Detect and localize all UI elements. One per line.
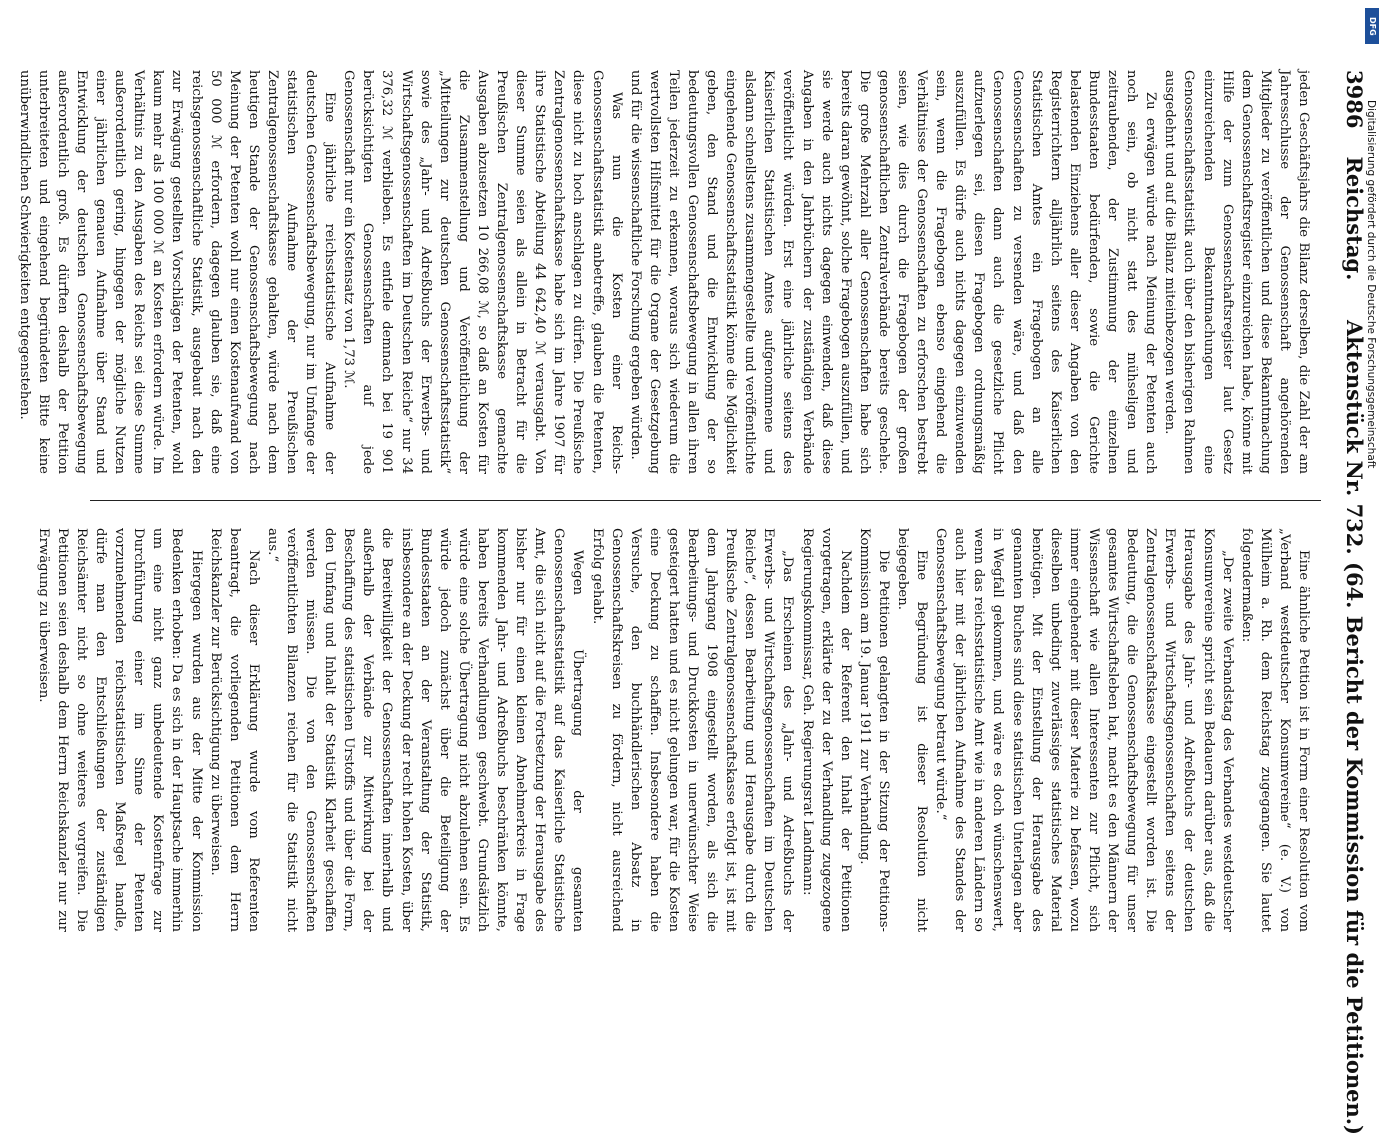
- quoted-resolution: „Der zweite Verbandstag des Verbandes westdeutscher Konsumvereine spricht sein Bedauern darüber aus, daß die Herausgabe des Jahr- und Adreßbuchs der deutschen Erwerbs- und Wirtschaftsgenossenschaften seitens der Zentralgenossenschaftskasse eingestellt worden ist. Die Bedeutung, die die Genossenschaftsbewegung für unser gesamtes Wirtschaftsleben hat, macht es den Männern der Wissenschaft wie allen Interessenten zur Pflicht, sich immer eingehender mit dieser Materie zu befassen, wozu dieselben unbedingt zuverlässiges statistisches Material benötigen. Mit der Einstellung der Herausgabe des genannten Buches sind diese statistischen Unterlagen aber in Wegfall gekommen, und wäre es doch wünschenswert, wenn das reichsstatistische Amt wie in anderen Ländern so auch hier mit der jährlichen Aufnahme des Standes der Genossenschaftsbewegung betraut würde.“: [933, 528, 1235, 932]
- right-column: [34, 528, 1313, 932]
- digitization-note: Digitalisierung gefördert durch die Deutsche Forschungsgemeinschaft: [1365, 100, 1377, 469]
- page-number: 3986: [1342, 70, 1367, 129]
- paragraph: Nachdem der Referent den Inhalt der Petitionen vorgetragen, erklärte der zu der Verhandlung zugezogene Regierungskommissar, Geh. Regierungsrat Landmann:: [799, 528, 853, 932]
- paragraph: Eine jährliche reichsstatistische Aufnahme der deutschen Genossenschaftsbewegung, nur im Umfange der statistischen Aufnahme der Preußischen Zentralgenossenschaftskasse gehalten, würde nach dem heutigen Stande der Genossenschaftsbewegung nach Meinung der Petenten wohl nur einen Kostenaufwand von 50 000 ℳ erfordern, dagegen glauben sie, daß eine reichsgenossenschaftliche Statistik, ausgebaut nach den zur Erwägung gestellten Vorschlägen der Petenten, wohl kaum mehr als 100 000 ℳ an Kosten erfordern würde. Im Verhältnis zu den Ausgaben des Reichs sei diese Summe außerordentlich gering, hingegen der mögliche Nutzen einer jährlichen genauen Aufnahme über Stand und Entwicklung der deutschen Genossenschaftsbewegung außerordentlich groß. Es dürften deshalb der Petition unterbreiteten und eingehend begründeten Bitte keine unüberwindlichen Schwierigkeiten entgegenstehen.: [16, 70, 338, 474]
- paragraph: Nach dieser Erklärung wurde vom Referenten beantragt, die vorliegenden Petitionen dem Herrn Reichskanzler zur Berücksichtigung zu überweisen.: [207, 528, 261, 932]
- left-column: [15, 70, 1313, 474]
- paragraph: Eine Begründung ist dieser Resolution nicht beigegeben.: [895, 528, 930, 932]
- page-header: [1317, 70, 1369, 1135]
- institution-name: Reichstag.: [1342, 156, 1367, 281]
- header-left: [1342, 70, 1367, 280]
- document-title: Aktenstück Nr. 732. (64. Bericht der Kommission für die Petitionen.): [1342, 320, 1367, 1135]
- paragraph: Wegen Übertragung der gesamten Genossenschaftsstatistik auf das Kaiserliche Statistische Amt, die sich nicht auf die Fortsetzung der Herausgabe des bisher nur für einen kleinen Abnehmerkreis in Frage kommenden Jahr- und Adreßbuchs beschränken könnte, haben bereits Verhandlungen geschwebt. Grundsätzlich würde eine solche Übertragung nicht abzulehnen sein. Es würde jedoch zunächst über die Beteiligung der Bundesstaaten an der Veranstaltung der Statistik, insbesondere an der Deckung der recht hohen Kosten, über die Bereitwilligkeit der Genossenschaften innerhalb und außerhalb der Verbände zur Mitwirkung bei der Beschaffung des statistischen Urstoffs und über die Form, den Umfang und Inhalt der Statistik Klarheit geschaffen werden müssen. Die von den Genossenschaften veröffentlichten Bilanzen reichen für die Statistik nicht aus.“: [264, 528, 586, 932]
- paragraph: jeden Geschäftsjahrs die Bilanz derselben, die Zahl der am Jahresschlusse der Genossenschaft angehörenden Mitglieder zu veröffentlichen und diese Bekanntmachung dem Genossenschaftsregister einzureichen habe, könne mit Hilfe der zum Genossenschaftsregister laut Gesetz einzureichenden Bekanntmachungen eine Genossenschaftsstatistik auch über den bisherigen Rahmen ausgedehnt und auf die Bilanz miteinbezogen werden.: [1162, 70, 1311, 474]
- quoted-statement: „Das Erscheinen des „Jahr- und Adreßbuchs der Erwerbs- und Wirtschaftsgenossenschaften im Deutschen Reiche“, dessen Bearbeitung und Herausgabe durch die Preußische Zentralgenossenschaftskasse erfolgt ist, ist mit dem Jahrgang 1908 eingestellt worden, als sich die Bearbeitungs- und Druckkosten in unerwünschter Weise gesteigert hatten und es nicht gelungen war, für die Kosten eine Deckung zu schaffen. Insbesondere haben die Versuche, den buchhändlerischen Absatz in Genossenschaftskreisen zu fördern, nicht ausreichend Erfolg gehabt.: [589, 528, 796, 932]
- paragraph: Eine ähnliche Petition ist in Form einer Resolution vom „Verband westdeutscher Konsumvereine“ (e. V.) von Mülheim a. Rh. dem Reichstag zugegangen. Sie lautet folgendermaßen:: [1238, 528, 1311, 932]
- column-divider: [90, 500, 1321, 501]
- dfg-logo: DFG: [1365, 8, 1379, 44]
- paragraph: Die Petitionen gelangten in der Sitzung der Petitions-Kommission am 19. Januar 1911 zur Verhandlung.: [856, 528, 891, 932]
- paragraph: Hiergegen wurden aus der Mitte der Kommission Bedenken erhoben: Da es sich in der Hauptsache immerhin um eine nicht ganz unbedeutende Kostenfrage zur Durchführung einer im Sinne der Petenten vorzunehmenden reichsstatistischen Maßregel handle, dürfe man den Entschließungen der zuständigen Reichsämter nicht so ohne weiteres vorgreifen. Die Petitionen seien deshalb dem Herrn Reichskanzler nur zur Erwägung zu überweisen.: [35, 528, 204, 932]
- paragraph: Was nun die Kosten einer Reichs-Genossenschaftsstatistik anbetreffe, glauben die Petenten, diese nicht zu hoch anschlagen zu dürfen. Die Preußische Zentralgenossenschaftskasse habe sich im Jahre 1907 für ihre Statistische Abteilung 44 642,40 ℳ verausgabt. Von dieser Summe seien als allein in Betracht für die Preußischen Zentralgenossenschaftskasse gemachte Ausgaben abzusetzen 10 266,08 ℳ, so daß an Kosten für die Zusammenstellung und Veröffentlichung der „Mitteilungen zur deutschen Genossenschaftsstatistik“ sowie des „Jahr- und Adreßbuchs der Erwerbs- und Wirtschaftsgenossenschaften im Deutschen Reiche“ nur 34 376,32 ℳ verblieben. Es entfiele demnach bei 19 901 berücksichtigten Genossenschaften auf jede Genossenschaft nur ein Kostensatz von 1,73 ℳ.: [341, 70, 624, 474]
- paragraph: Zu erwägen würde nach Meinung der Petenten auch noch sein, ob nicht statt des mühseligen und zeitraubenden, der Zustimmung der einzelnen Bundesstaaten bedürfenden, sowie die Gerichte belastenden Einziehens aller dieser Angaben von den Registerrichtern alljährlich seitens des Kaiserlichen Statistischen Amtes ein Fragebogen an alle Genossenschaften zu versenden wäre, und daß den Genossenschaften dann auch die gesetzliche Pflicht aufzuerlegen sei, diesen Fragebogen ordnungsmäßig auszufüllen. Es dürfe auch nichts dagegen einzuwenden sein, wenn die Fragebogen ebenso eingehend die Verhältnisse der Genossenschaften zu erforschen bestrebt seien, wie dies durch die Fragebogen der großen genossenschaftlichen Zentralverbände bereits geschehe. Die große Mehrzahl aller Genossenschaften habe sich bereits daran gewöhnt, solche Fragebogen auszufüllen, und sie werde auch nichts dagegen einwenden, daß diese Angaben in den Jahrbüchern der zuständigen Verbände veröffentlicht würden. Erst eine jährliche seitens des Kaiserlichen Statistischen Amtes aufgenommene und alsdann schnellstens zusammengestellte und veröffentlichte eingehende Genossenschaftsstatistik könne die Möglichkeit geben, den Stand und die Entwicklung der so bedeutungsvollen Genossenschaftsbewegung in allen ihren Teilen jederzeit zu erkennen, woraus sich wiederum die wertvollsten Hilfsmittel für die Organe der Gesetzgebung und für die wissenschaftliche Forschung ergeben würden.: [627, 70, 1159, 474]
